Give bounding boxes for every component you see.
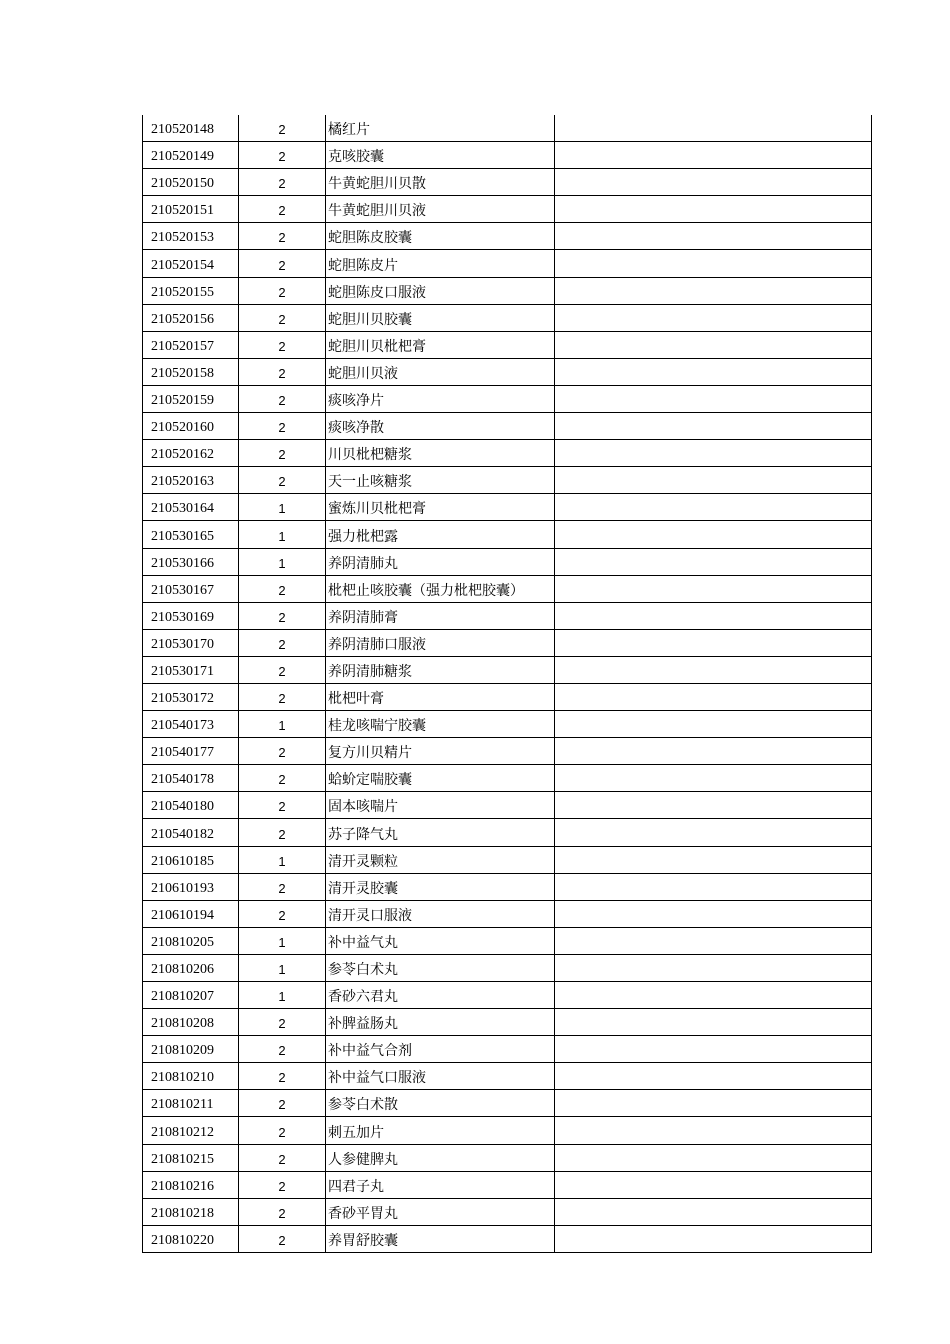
drug-category-cell: 2 — [239, 440, 326, 467]
drug-note-cell — [555, 385, 872, 412]
drug-name-cell: 参苓白术丸 — [326, 954, 555, 981]
drug-category-cell: 2 — [239, 277, 326, 304]
drug-name-cell: 养阴清肺糖浆 — [326, 656, 555, 683]
drug-category-cell: 2 — [239, 358, 326, 385]
drug-name-cell: 橘红片 — [326, 115, 555, 142]
table-row — [143, 900, 872, 927]
drug-name-cell: 桂龙咳喘宁胶囊 — [326, 711, 555, 738]
drug-name-cell: 蛇胆川贝液 — [326, 358, 555, 385]
drug-note-cell — [555, 196, 872, 223]
table-row — [143, 277, 872, 304]
drug-category-cell: 2 — [239, 1009, 326, 1036]
table-row — [143, 629, 872, 656]
drug-note-cell — [555, 521, 872, 548]
drug-category-cell: 2 — [239, 873, 326, 900]
drug-code-cell: 210540180 — [143, 792, 239, 819]
drug-name-cell: 补中益气合剂 — [326, 1036, 555, 1063]
drug-code-cell: 210530171 — [143, 656, 239, 683]
drug-category-cell: 2 — [239, 683, 326, 710]
drug-category-cell: 2 — [239, 575, 326, 602]
drug-category-cell: 1 — [239, 846, 326, 873]
drug-category-cell: 2 — [239, 1090, 326, 1117]
drug-name-cell: 养胃舒胶囊 — [326, 1225, 555, 1252]
drug-code-cell: 210530172 — [143, 683, 239, 710]
drug-category-cell: 2 — [239, 223, 326, 250]
drug-note-cell — [555, 223, 872, 250]
drug-name-cell: 克咳胶囊 — [326, 142, 555, 169]
table-row — [143, 1144, 872, 1171]
drug-note-cell — [555, 548, 872, 575]
drug-code-cell: 210810212 — [143, 1117, 239, 1144]
drug-category-cell: 2 — [239, 1144, 326, 1171]
drug-code-cell: 210520151 — [143, 196, 239, 223]
drug-note-cell — [555, 413, 872, 440]
drug-code-cell: 210520160 — [143, 413, 239, 440]
drug-name-cell: 清开灵口服液 — [326, 900, 555, 927]
table-row — [143, 548, 872, 575]
drug-name-cell: 复方川贝精片 — [326, 738, 555, 765]
drug-name-cell: 四君子丸 — [326, 1171, 555, 1198]
drug-category-cell: 2 — [239, 1171, 326, 1198]
drug-note-cell — [555, 765, 872, 792]
drug-name-cell: 香砂六君丸 — [326, 982, 555, 1009]
drug-code-cell: 210810220 — [143, 1225, 239, 1252]
drug-code-cell: 210520156 — [143, 304, 239, 331]
drug-name-cell: 养阴清肺膏 — [326, 602, 555, 629]
drug-code-cell: 210520154 — [143, 250, 239, 277]
drug-code-cell: 210520149 — [143, 142, 239, 169]
drug-note-cell — [555, 819, 872, 846]
drug-category-cell: 2 — [239, 1063, 326, 1090]
drug-category-cell: 1 — [239, 521, 326, 548]
drug-list-table — [142, 115, 872, 1253]
drug-note-cell — [555, 927, 872, 954]
drug-code-cell: 210530166 — [143, 548, 239, 575]
drug-note-cell — [555, 169, 872, 196]
drug-category-cell: 2 — [239, 1225, 326, 1252]
drug-code-cell: 210520162 — [143, 440, 239, 467]
table-row — [143, 873, 872, 900]
drug-name-cell: 清开灵胶囊 — [326, 873, 555, 900]
drug-code-cell: 210810206 — [143, 954, 239, 981]
drug-code-cell: 210810209 — [143, 1036, 239, 1063]
drug-category-cell: 2 — [239, 304, 326, 331]
drug-list-body — [143, 115, 872, 1252]
drug-code-cell: 210540182 — [143, 819, 239, 846]
table-row — [143, 1036, 872, 1063]
drug-name-cell: 参苓白术散 — [326, 1090, 555, 1117]
drug-note-cell — [555, 1171, 872, 1198]
table-row — [143, 602, 872, 629]
drug-note-cell — [555, 1063, 872, 1090]
drug-name-cell: 补脾益肠丸 — [326, 1009, 555, 1036]
table-row — [143, 331, 872, 358]
drug-name-cell: 牛黄蛇胆川贝液 — [326, 196, 555, 223]
drug-code-cell: 210610193 — [143, 873, 239, 900]
drug-category-cell: 2 — [239, 765, 326, 792]
drug-note-cell — [555, 1225, 872, 1252]
drug-note-cell — [555, 792, 872, 819]
drug-name-cell: 痰咳净片 — [326, 385, 555, 412]
drug-note-cell — [555, 982, 872, 1009]
drug-name-cell: 蛇胆陈皮口服液 — [326, 277, 555, 304]
drug-note-cell — [555, 115, 872, 142]
drug-name-cell: 蜜炼川贝枇杷膏 — [326, 494, 555, 521]
drug-code-cell: 210610185 — [143, 846, 239, 873]
drug-note-cell — [555, 575, 872, 602]
drug-category-cell: 2 — [239, 169, 326, 196]
table-row — [143, 683, 872, 710]
drug-code-cell: 210530170 — [143, 629, 239, 656]
drug-note-cell — [555, 873, 872, 900]
table-row — [143, 819, 872, 846]
drug-note-cell — [555, 1198, 872, 1225]
drug-code-cell: 210530165 — [143, 521, 239, 548]
drug-note-cell — [555, 440, 872, 467]
drug-category-cell: 1 — [239, 494, 326, 521]
drug-name-cell: 养阴清肺丸 — [326, 548, 555, 575]
drug-category-cell: 2 — [239, 1117, 326, 1144]
drug-note-cell — [555, 1144, 872, 1171]
drug-category-cell: 2 — [239, 1198, 326, 1225]
drug-code-cell: 210540177 — [143, 738, 239, 765]
table-row — [143, 467, 872, 494]
drug-code-cell: 210520153 — [143, 223, 239, 250]
drug-code-cell: 210810205 — [143, 927, 239, 954]
table-row — [143, 1198, 872, 1225]
table-row — [143, 982, 872, 1009]
drug-note-cell — [555, 1009, 872, 1036]
drug-name-cell: 强力枇杷露 — [326, 521, 555, 548]
table-row — [143, 711, 872, 738]
drug-note-cell — [555, 358, 872, 385]
drug-category-cell: 2 — [239, 656, 326, 683]
drug-name-cell: 香砂平胃丸 — [326, 1198, 555, 1225]
drug-name-cell: 枇杷止咳胶囊（强力枇杷胶囊） — [326, 575, 555, 602]
drug-name-cell: 痰咳净散 — [326, 413, 555, 440]
drug-name-cell: 补中益气丸 — [326, 927, 555, 954]
drug-category-cell: 2 — [239, 467, 326, 494]
table-row — [143, 927, 872, 954]
drug-code-cell: 210530164 — [143, 494, 239, 521]
drug-name-cell: 蛤蚧定喘胶囊 — [326, 765, 555, 792]
drug-note-cell — [555, 629, 872, 656]
drug-code-cell: 210810216 — [143, 1171, 239, 1198]
drug-code-cell: 210520155 — [143, 277, 239, 304]
drug-code-cell: 210810208 — [143, 1009, 239, 1036]
drug-category-cell: 2 — [239, 819, 326, 846]
drug-note-cell — [555, 494, 872, 521]
drug-category-cell: 1 — [239, 711, 326, 738]
drug-name-cell: 固本咳喘片 — [326, 792, 555, 819]
drug-name-cell: 天一止咳糖浆 — [326, 467, 555, 494]
table-row — [143, 142, 872, 169]
drug-code-cell: 210530167 — [143, 575, 239, 602]
drug-code-cell: 210610194 — [143, 900, 239, 927]
drug-category-cell: 1 — [239, 954, 326, 981]
drug-category-cell: 2 — [239, 602, 326, 629]
drug-code-cell: 210530169 — [143, 602, 239, 629]
drug-note-cell — [555, 1117, 872, 1144]
drug-category-cell: 2 — [239, 900, 326, 927]
drug-note-cell — [555, 900, 872, 927]
table-row — [143, 250, 872, 277]
drug-code-cell: 210520163 — [143, 467, 239, 494]
drug-note-cell — [555, 711, 872, 738]
table-row — [143, 792, 872, 819]
drug-code-cell: 210520157 — [143, 331, 239, 358]
drug-note-cell — [555, 142, 872, 169]
drug-name-cell: 枇杷叶膏 — [326, 683, 555, 710]
table-row — [143, 1171, 872, 1198]
drug-note-cell — [555, 1036, 872, 1063]
table-row — [143, 385, 872, 412]
drug-name-cell: 苏子降气丸 — [326, 819, 555, 846]
table-row — [143, 115, 872, 142]
drug-note-cell — [555, 846, 872, 873]
drug-name-cell: 川贝枇杷糖浆 — [326, 440, 555, 467]
drug-name-cell: 蛇胆川贝胶囊 — [326, 304, 555, 331]
drug-note-cell — [555, 331, 872, 358]
drug-note-cell — [555, 738, 872, 765]
drug-code-cell: 210520158 — [143, 358, 239, 385]
table-row — [143, 575, 872, 602]
drug-name-cell: 养阴清肺口服液 — [326, 629, 555, 656]
table-row — [143, 1225, 872, 1252]
drug-code-cell: 210520148 — [143, 115, 239, 142]
drug-name-cell: 刺五加片 — [326, 1117, 555, 1144]
drug-category-cell: 2 — [239, 250, 326, 277]
drug-category-cell: 2 — [239, 196, 326, 223]
drug-code-cell: 210810207 — [143, 982, 239, 1009]
drug-code-cell: 210520159 — [143, 385, 239, 412]
drug-name-cell: 蛇胆陈皮片 — [326, 250, 555, 277]
table-row — [143, 223, 872, 250]
table-row — [143, 765, 872, 792]
drug-category-cell: 1 — [239, 927, 326, 954]
drug-name-cell: 补中益气口服液 — [326, 1063, 555, 1090]
table-row — [143, 440, 872, 467]
drug-note-cell — [555, 954, 872, 981]
table-row — [143, 954, 872, 981]
drug-category-cell: 2 — [239, 385, 326, 412]
drug-note-cell — [555, 602, 872, 629]
table-row — [143, 1117, 872, 1144]
table-row — [143, 1090, 872, 1117]
drug-code-cell: 210540178 — [143, 765, 239, 792]
table-row — [143, 413, 872, 440]
drug-name-cell: 蛇胆川贝枇杷膏 — [326, 331, 555, 358]
table-row — [143, 196, 872, 223]
table-row — [143, 304, 872, 331]
drug-name-cell: 牛黄蛇胆川贝散 — [326, 169, 555, 196]
drug-note-cell — [555, 304, 872, 331]
table-row — [143, 846, 872, 873]
drug-category-cell: 2 — [239, 1036, 326, 1063]
drug-note-cell — [555, 250, 872, 277]
drug-category-cell: 2 — [239, 792, 326, 819]
table-row — [143, 521, 872, 548]
drug-note-cell — [555, 656, 872, 683]
drug-note-cell — [555, 467, 872, 494]
drug-category-cell: 2 — [239, 629, 326, 656]
drug-category-cell: 1 — [239, 548, 326, 575]
drug-category-cell: 2 — [239, 413, 326, 440]
drug-name-cell: 清开灵颗粒 — [326, 846, 555, 873]
drug-category-cell: 1 — [239, 982, 326, 1009]
drug-code-cell: 210810210 — [143, 1063, 239, 1090]
drug-code-cell: 210810218 — [143, 1198, 239, 1225]
drug-code-cell: 210520150 — [143, 169, 239, 196]
table-row — [143, 169, 872, 196]
drug-code-cell: 210810211 — [143, 1090, 239, 1117]
table-row — [143, 738, 872, 765]
drug-name-cell: 人参健脾丸 — [326, 1144, 555, 1171]
table-row — [143, 656, 872, 683]
drug-note-cell — [555, 277, 872, 304]
drug-code-cell: 210540173 — [143, 711, 239, 738]
table-row — [143, 1063, 872, 1090]
drug-note-cell — [555, 683, 872, 710]
table-row — [143, 358, 872, 385]
drug-category-cell: 2 — [239, 738, 326, 765]
drug-note-cell — [555, 1090, 872, 1117]
table-row — [143, 1009, 872, 1036]
drug-code-cell: 210810215 — [143, 1144, 239, 1171]
drug-category-cell: 2 — [239, 142, 326, 169]
table-row — [143, 494, 872, 521]
drug-name-cell: 蛇胆陈皮胶囊 — [326, 223, 555, 250]
drug-category-cell: 2 — [239, 115, 326, 142]
drug-category-cell: 2 — [239, 331, 326, 358]
